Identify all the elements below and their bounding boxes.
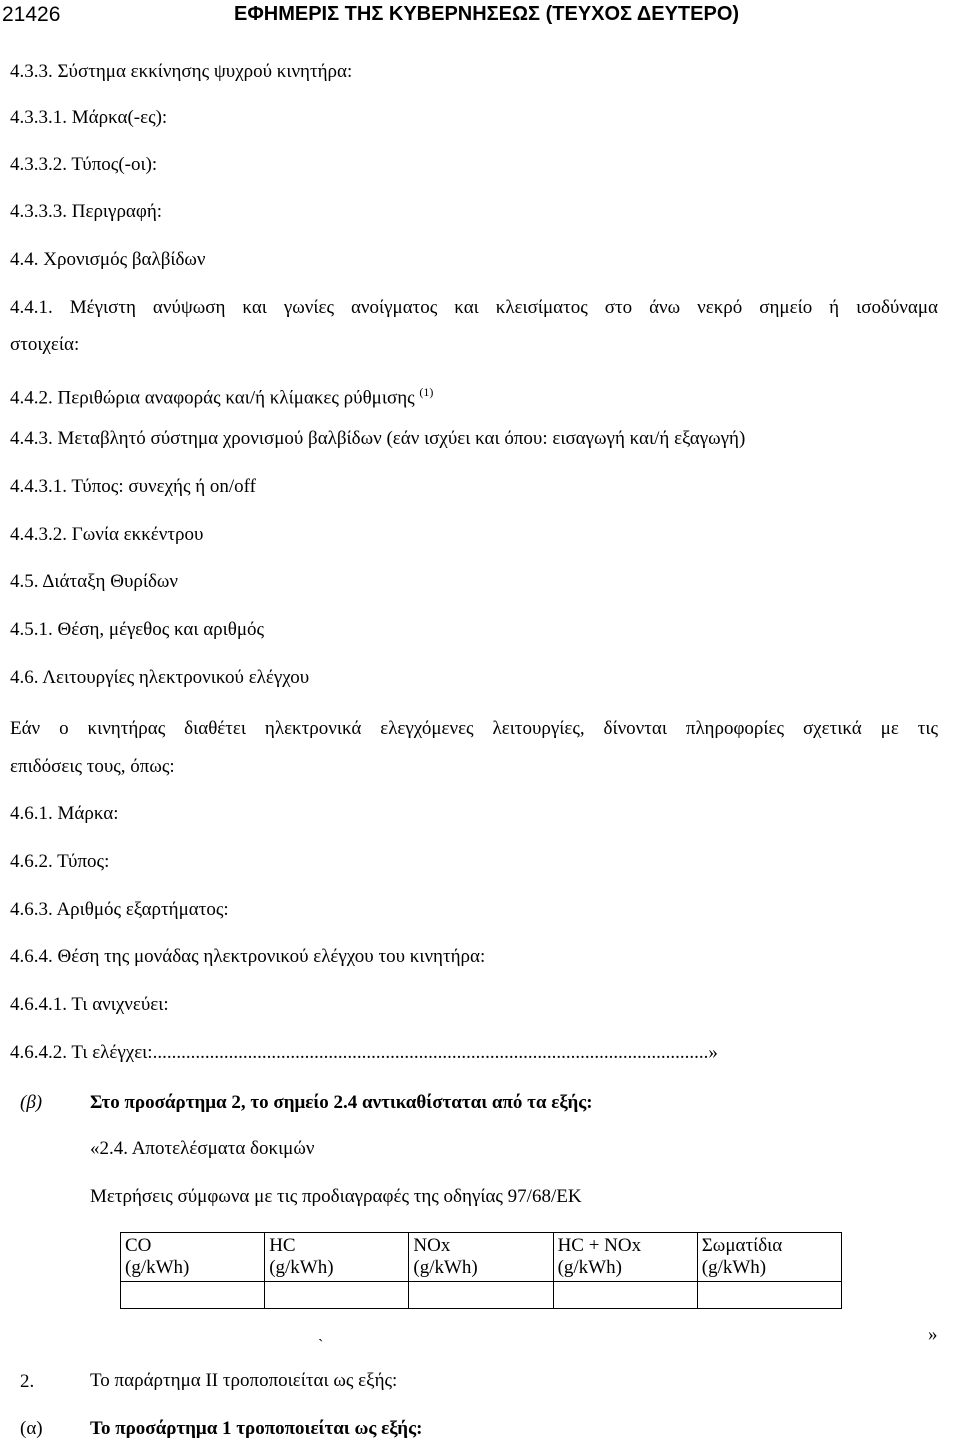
header-hc-name: HC (269, 1235, 296, 1256)
table-cell (265, 1282, 409, 1309)
table-cell (121, 1282, 265, 1309)
item-4-6-4-1: 4.6.4.1. Τι ανιχνεύει: (10, 994, 169, 1015)
header-particulates-unit: (g/kWh) (701, 1257, 767, 1278)
gazette-title: ΕΦΗΜΕΡΙΣ ΤΗΣ ΚΥΒΕΡΝΗΣΕΩΣ (ΤΕΥΧΟΣ ΔΕΥΤΕΡΟ) (234, 3, 740, 25)
item-4-6-3: 4.6.3. Αριθμός εξαρτήματος: (10, 899, 229, 920)
table-cell (409, 1282, 553, 1309)
tick-mark: ˎ (318, 1325, 324, 1342)
header-nox (409, 1233, 553, 1282)
item-4-3-3-1: 4.3.3.1. Μάρκα(-ες): (10, 107, 168, 128)
table-row (121, 1282, 842, 1309)
item-4-6-intro-cont: επιδόσεις τους, όπως: (10, 756, 175, 777)
item-4-5-1: 4.5.1. Θέση, μέγεθος και αριθμός (10, 619, 265, 640)
header-nox-name: NOx (413, 1235, 451, 1256)
item-4-6-1: 4.6.1. Μάρκα: (10, 803, 119, 824)
item-4-6-intro: Εάν ο κινητήρας διαθέτει ηλεκτρονικά ελεγχόμενες λειτουργίες, δίνονται πληροφορίες σχετικά με τις (10, 718, 938, 739)
header-hc-unit: (g/kWh) (269, 1257, 334, 1278)
item-2-text: Το παράρτημα ΙΙ τροποποιείται ως εξής: (90, 1370, 398, 1391)
item-4-6-4: 4.6.4. Θέση της μονάδας ηλεκτρονικού ελέγχου του κινητήρα: (10, 946, 486, 967)
item-4-4-2 (10, 380, 433, 410)
header-co-unit: (g/kWh) (125, 1257, 190, 1278)
table-cell (553, 1282, 697, 1309)
header-hc (265, 1233, 409, 1282)
item-4-4-3: 4.4.3. Μεταβλητό σύστημα χρονισμού βαλβίδων (εάν ισχύει και όπου: εισαγωγή και/ή εξαγωγή) (10, 428, 746, 449)
header-hc-nox-unit: (g/kWh) (557, 1257, 622, 1278)
item-4-4-3-2: 4.4.3.2. Γωνία εκκέντρου (10, 524, 204, 545)
item-4-3-3: 4.3.3. Σύστημα εκκίνησης ψυχρού κινητήρα: (10, 61, 353, 82)
header-hc-nox (553, 1233, 697, 1282)
table-header-row (121, 1233, 842, 1282)
section-a-heading: Το προσάρτημα 1 τροποποιείται ως εξής: (90, 1418, 423, 1439)
table-cell (697, 1282, 841, 1309)
header-co-name: CO (125, 1235, 152, 1256)
header-hc-nox-name: HC + NOx (557, 1235, 642, 1256)
header-nox-unit: (g/kWh) (413, 1257, 478, 1278)
section-b-label: (β) (20, 1092, 43, 1113)
section-a-label: (α) (20, 1418, 43, 1439)
section-2-4-title: «2.4. Αποτελέσματα δοκιμών (90, 1138, 315, 1159)
item-4-4-1-cont: στοιχεία: (10, 334, 80, 355)
item-4-3-3-3: 4.3.3.3. Περιγραφή: (10, 201, 163, 222)
header-particulates (697, 1233, 841, 1282)
item-4-6-4-2: 4.6.4.2. Τι ελέγχει:.....................................................................................................................» (10, 1042, 718, 1063)
item-4-4-2-text: 4.4.2. Περιθώρια αναφοράς και/ή κλίμακες ρύθμισης (10, 387, 415, 409)
page-number: 21426 (2, 3, 61, 26)
item-4-4-3-1: 4.4.3.1. Τύπος: συνεχής ή on/off (10, 476, 256, 497)
item-4-6-2: 4.6.2. Τύπος: (10, 851, 110, 872)
item-4-4-1: 4.4.1. Μέγιστη ανύψωση και γωνίες ανοίγματος και κλεισίματος στο άνω νεκρό σημείο ή ισοδύναμα (10, 297, 938, 318)
item-4-6: 4.6. Λειτουργίες ηλεκτρονικού ελέγχου (10, 667, 310, 688)
section-b-heading: Στο προσάρτημα 2, το σημείο 2.4 αντικαθίσταται από τα εξής: (90, 1092, 593, 1113)
header-particulates-name: Σωματίδια (701, 1235, 783, 1256)
item-4-5: 4.5. Διάταξη Θυρίδων (10, 571, 179, 592)
closing-quote: » (928, 1324, 938, 1345)
footnote-ref: (1) (419, 385, 434, 399)
header-co (121, 1233, 265, 1282)
item-4-4: 4.4. Χρονισμός βαλβίδων (10, 249, 206, 270)
item-2-number: 2. (20, 1371, 35, 1392)
item-4-3-3-2: 4.3.3.2. Τύπος(-οι): (10, 154, 158, 175)
test-results-table (120, 1232, 842, 1309)
measurements-note: Μετρήσεις σύμφωνα με τις προδιαγραφές της οδηγίας 97/68/ΕΚ (90, 1186, 582, 1207)
